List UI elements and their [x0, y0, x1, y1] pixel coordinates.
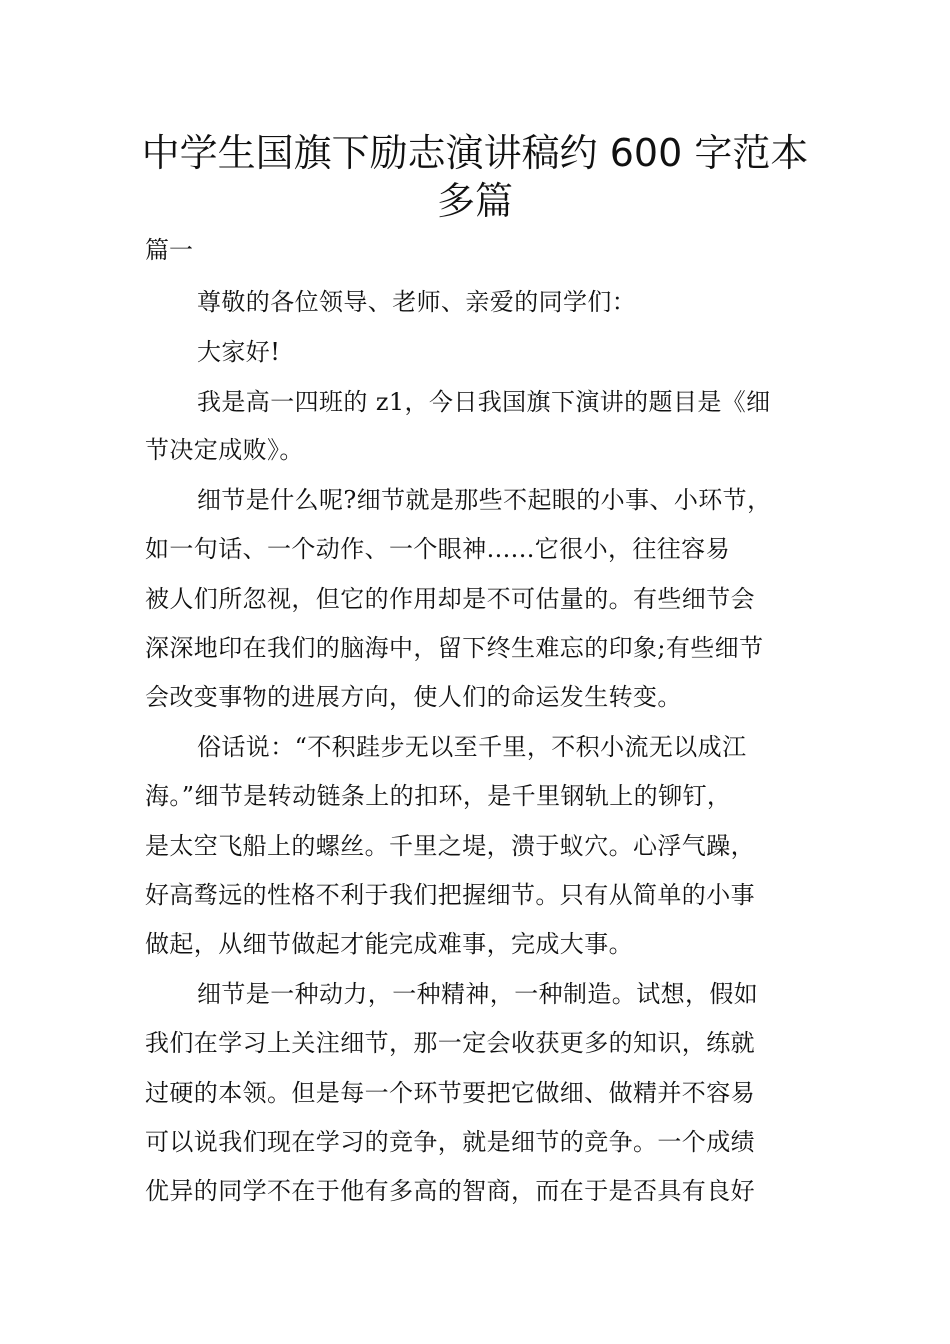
- salutation-line: 尊敬的各位领导、老师、亲爱的同学们：: [197, 288, 637, 316]
- paragraph-line: 好高骛远的性格不利于我们把握细节。只有从简单的小事: [145, 881, 755, 909]
- paragraph-line: 被人们所忽视，但它的作用却是不可估量的。有些细节会: [145, 585, 755, 613]
- paragraph-line: 如一句话、一个动作、一个眼神......它很小，往往容易: [145, 535, 730, 563]
- paragraph-line: 细节是什么呢?细节就是那些不起眼的小事、小环节，: [197, 486, 772, 514]
- paragraph-line: 深深地印在我们的脑海中，留下终生难忘的印象;有些细节: [145, 634, 764, 662]
- paragraph-line: 我是高一四班的 z1，今日我国旗下演讲的题目是《细: [197, 388, 771, 416]
- paragraph-line: 节决定成败》。: [145, 436, 304, 464]
- paragraph-line: 俗话说：“不积跬步无以至千里，不积小流无以成江: [197, 733, 747, 761]
- paragraph-line: 海。”细节是转动链条上的扣环，是千里钢轨上的铆钉，: [145, 782, 732, 810]
- paragraph-line: 我们在学习上关注细节，那一定会收获更多的知识，练就: [145, 1029, 755, 1057]
- greeting-line: 大家好!: [197, 338, 281, 366]
- document-title-line-2: 多篇: [436, 179, 513, 223]
- paragraph-line: 优异的同学不在于他有多高的智商，而在于是否具有良好: [145, 1177, 755, 1205]
- paragraph-line: 可以说我们现在学习的竞争，就是细节的竞争。一个成绩: [145, 1128, 755, 1156]
- paragraph-line: 会改变事物的进展方向，使人们的命运发生转变。: [145, 683, 682, 711]
- paragraph-line: 过硬的本领。但是每一个环节要把它做细、做精并不容易: [145, 1079, 755, 1107]
- paragraph-line: 是太空飞船上的螺丝。千里之堤，溃于蚁穴。心浮气躁，: [145, 832, 755, 860]
- document-title-line-1: 中学生国旗下励志演讲稿约 600 字范本: [141, 131, 809, 175]
- section-label: 篇一: [145, 236, 193, 264]
- paragraph-line: 做起，从细节做起才能完成难事，完成大事。: [145, 930, 633, 958]
- paragraph-line: 细节是一种动力，一种精神，一种制造。试想，假如: [197, 980, 759, 1008]
